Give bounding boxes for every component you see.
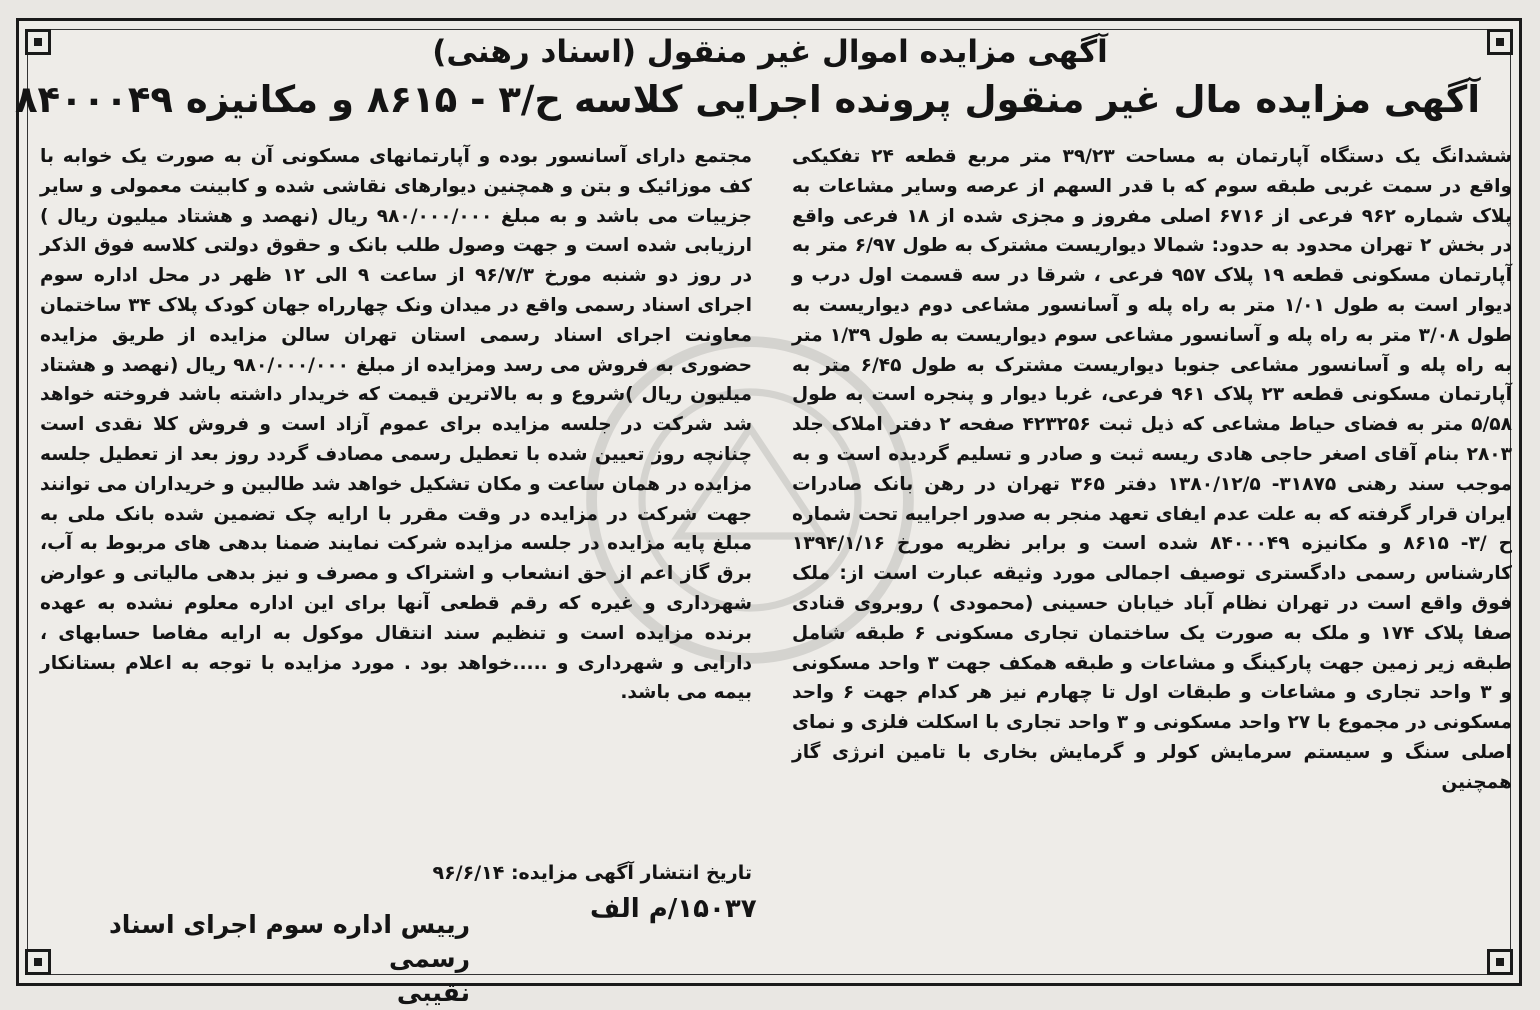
auction-terms: مجتمع دارای آسانسور بوده و آپارتمانهای مسکونی آن به صورت یک خوابه با کف موزائیک و بتن و همچنین دیوارهای نقاشی شده و کابینت معمولی و سایر جزییات می باشد و به مبلغ ۹۸۰/۰۰۰/۰۰۰ ریال (نهصد و هشتاد میلیون ریال ) ارزیابی شده است و جهت وصول طلب بانک و حقوق دولتی کلاسه فوق الذکر در روز دو شنبه مورخ ۹۶/۷/۳ از ساعت ۹ الی ۱۲ ظهر در محل اداره سوم اجرای اسناد رسمی واقع در میدان ونک چهارراه جهان کودک پلاک ۳۴ ساختمان معاونت اجرای اسناد رسمی استان تهران سالن مزایده از طریق مزایده حضوری به فروش می رسد ومزایده از مبلغ ۹۸۰/۰۰۰/۰۰۰ ریال (نهصد و هشتاد میلیون ریال )شروع و به بالاترین قیمت که خریدار داشته باشد فروخته خواهد شد شرکت در جلسه مزایده برای عموم آزاد است و فروش کلا نقدی است چنانچه روز تعیین شده با تعطیل رسمی مصادف گردد روز بعد از تعطیل جلسه مزایده در همان ساعت و مکان تشکیل خواهد شد طالبین و خریداران می توانند جهت شرکت در مزایده در وقت مقرر با ارایه چک تضمین شده بانک ملی به مبلغ پایه مزایده در جلسه مزایده شرکت نمایند ضمنا بدهی های مربوط به آب، برق گاز اعم از حق انشعاب و اشتراک و مصرف و نیز بدهی مالیاتی و عوارض شهرداری و غیره که رقم قطعی آنها برای این اداره معلوم نشده به عهده برنده مزایده است و تنظیم سند انتقال موکول به ارایه مفاصا حسابهای ، دارایی و شهرداری و .....خواهد بود . مورد مزایده با توجه به اعلام بستانکار بیمه می باشد.: [40, 146, 752, 704]
right-column-text: [792, 142, 1512, 798]
property-description: ششدانگ یک دستگاه آپارتمان به مساحت ۳۹/۲۳ متر مربع قطعه ۲۴ تفکیکی واقع در سمت غربی طبقه سوم که با قدر السهم از عرصه وسایر مشاعات به پلاک شماره ۹۶۲ فرعی از ۶۷۱۶ اصلی مفروز و مجزی شده از ۱۸ فرعی واقع در بخش ۲ تهران محدود به حدود: شمالا دیواریست مشترک به طول ۶/۹۷ متر به آپارتمان مسکونی قطعه ۱۹ پلاک ۹۵۷ فرعی ، شرقا در سه قسمت اول درب و دیوار است به طول ۱/۰۱ متر به راه پله و آسانسور مشاعی دوم دیواریست به طول ۳/۰۸ متر به راه پله و آسانسور مشاعی سوم دیواریست به طول ۱/۳۹ متر به راه پله و آسانسور مشاعی جنوبا دیواریست مشترک به طول ۶/۴۵ متر به آپارتمان مسکونی قطعه ۲۳ پلاک ۹۶۱ فرعی، غربا دیوار و پنجره است به طول ۵/۵۸ متر به فضای حیاط مشاعی که ذیل ثبت ۴۲۳۲۵۶ صفحه ۲ دفتر املاک جلد ۲۸۰۳ بنام آقای اصغر حاجی هادی ریسه ثبت و صادر و تسلیم گردیده است و به موجب سند رهنی ۳۱۸۷۵- ۱۳۸۰/۱۲/۵ دفتر ۳۶۵ تهران در رهن بانک صادرات ایران قرار گرفته که به علت عدم ایفای تعهد منجر به صدور اجراییه تحت شماره ح /۳- ۸۶۱۵ و مکانیزه ۸۴۰۰۰۴۹ شده است و برابر نظریه مورخ ۱۳۹۴/۱/۱۶ کارشناس رسمی دادگستری توصیف اجمالی مورد وثیقه عبارت است از: ملک فوق واقع است در تهران نظام آباد خیابان حسینی (محمودی ) روبروی قنادی صفا پلاک ۱۷۴ و ملک به صورت یک ساختمان تجاری مسکونی ۶ طبقه شامل طبقه زیر زمین جهت پارکینگ و مشاعات و طبقه همکف جهت ۳ واحد مسکونی و ۳ واحد تجاری و مشاعات و طبقات اول تا چهارم نیز هر کدام جهت ۶ واحد مسکونی در مجموع با ۲۷ واحد مسکونی و ۳ واحد تجاری با اسکلت فلزی و نمای اصلی سنگ و سیستم سرمایش کولر و گرمایش بخاری با تامین انرژی گاز همچنین: [792, 146, 1513, 793]
left-column-text: [40, 142, 752, 708]
corner-ornament-icon: [1487, 29, 1513, 55]
ad-title: آگهی مزایده اموال غیر منقول (اسناد رهنی): [432, 34, 1108, 70]
signature-block: [40, 908, 470, 1010]
signature-title: رییس اداره سوم اجرای اسناد رسمی: [108, 910, 470, 973]
reference-number: ۱۵۰۳۷/م الف: [590, 894, 757, 924]
corner-ornament-icon: [25, 29, 51, 55]
publish-date: تاریخ انتشار آگهی مزایده: ۹۶/۶/۱۴: [432, 862, 752, 884]
corner-ornament-icon: [1487, 949, 1513, 975]
signature-name: نقیبی: [396, 978, 470, 1007]
ad-subtitle: آگهی مزایده مال غیر منقول پرونده اجرایی کلاسه ح/۳ - ۸۶۱۵ و مکانیزه ۸۴۰۰۰۴۹: [14, 78, 1480, 121]
